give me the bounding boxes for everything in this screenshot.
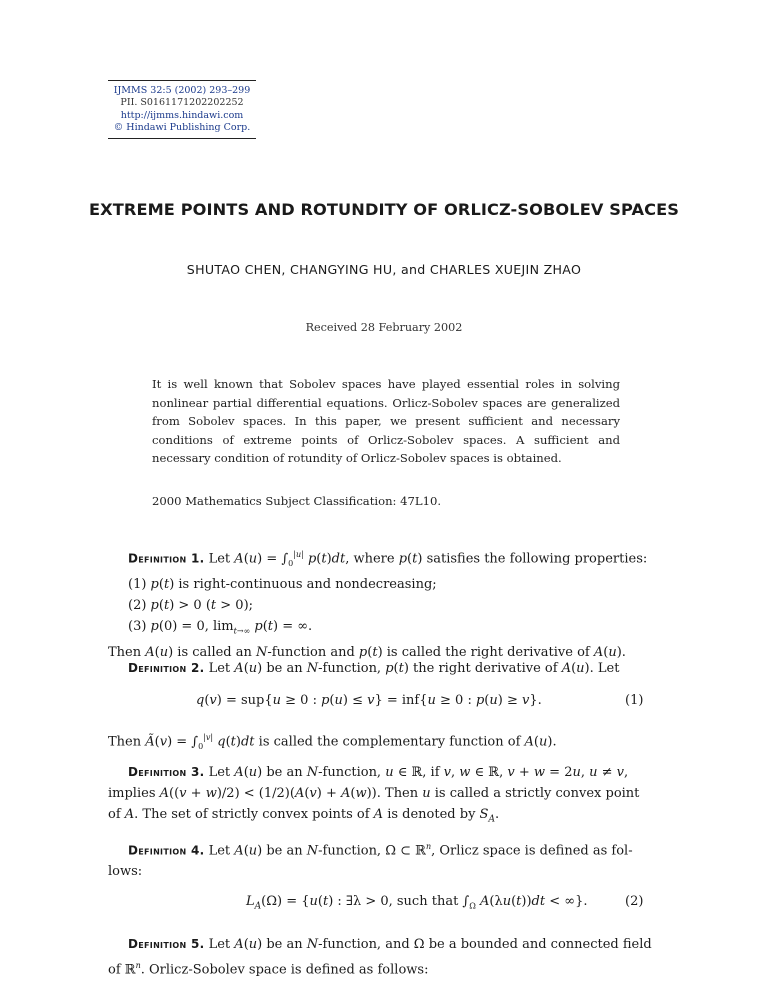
definition-3-line-2: implies A((v + w)/2) < (1/2)(A(v) + A(w)). Then u is called a strictly convex point bbox=[108, 786, 640, 801]
equation-2: $L_A(\Omega) = \{u(t)$ : ∃λ > 0, such that $\int_\Omega$ A(λu(t))dt < ∞}. bbox=[246, 894, 588, 912]
journal-pii: PII. S0161171202202252 bbox=[120, 97, 244, 109]
journal-publisher: © Hindawi Publishing Corp. bbox=[113, 122, 251, 134]
definition-1-condition-3: (3) p(0) = 0, $\lim_{t\to\infty} p(t)$ = ∞. bbox=[128, 618, 313, 636]
definition-3-line-3: of A. The set of strictly convex points of A is denoted by $S_A$. bbox=[108, 807, 500, 825]
paper-title: EXTREME POINTS AND ROTUNDITY OF ORLICZ-SOBOLEV SPACES bbox=[89, 200, 679, 219]
definition-5-statement: Definition 5. Let A(u) be an N-function, and Ω be a bounded and connected field bbox=[128, 937, 652, 952]
definition-2-heading: Definition 2. bbox=[128, 661, 205, 675]
definition-4-line-2: lows: bbox=[108, 864, 143, 880]
equation-2-number: (2) bbox=[625, 894, 644, 909]
definition-1-heading: Definition 1. bbox=[128, 551, 205, 566]
equation-1: q(v) = sup{u ≥ 0 : p(u) ≤ v} = inf{u ≥ 0 : p(u) ≥ v}. bbox=[196, 693, 542, 708]
definition-5-heading: Definition 5. bbox=[128, 937, 205, 951]
definition-5-line-2: of ℝ$^n$. Orlicz-Sobolev space is defined as follows: bbox=[108, 961, 429, 978]
definition-3 bbox=[108, 762, 666, 831]
abstract: It is well known that Sobolev spaces have played essential roles in solving nonlinear partial differential equations. Orlicz-Sobolev spaces are generalized from Sobolev spaces. In this paper, we present sufficient and necessary conditions of extreme points of Orlicz-Sobolev spaces. A sufficient and necessary condition of rotundity of Orlicz-Sobolev spaces is obtained. bbox=[152, 377, 620, 465]
definition-1-condition-1: (1) p(t) is right-continuous and nondecreasing; bbox=[128, 576, 437, 592]
definition-2 bbox=[108, 658, 666, 679]
definition-2-statement: Definition 2. Let A(u) be an N-function, p(t) the right derivative of A(u). Let bbox=[128, 661, 620, 676]
journal-citation: IJMMS 32:5 (2002) 293–299 bbox=[113, 85, 251, 96]
definition-4-heading: Definition 4. bbox=[128, 843, 205, 858]
equation-1-number: (1) bbox=[625, 693, 644, 708]
definition-3-heading: Definition 3. bbox=[128, 765, 205, 779]
definition-4 bbox=[108, 836, 666, 882]
paper-authors: SHUTAO CHEN, CHANGYING HU, and CHARLES XUEJIN ZHAO bbox=[186, 262, 582, 277]
definition-1 bbox=[108, 544, 666, 663]
definition-4-statement: Definition 4. Let A(u) be an N-function, Ω ⊂ ℝ$^n$, Orlicz space is defined as fol- bbox=[128, 842, 633, 859]
definition-5 bbox=[108, 934, 666, 980]
received-date: Received 28 February 2002 bbox=[305, 321, 463, 334]
definition-3-statement: Definition 3. Let A(u) be an N-function, u ∈ ℝ, if v, w ∈ ℝ, v + w = 2u, u ≠ v, bbox=[128, 765, 629, 780]
msc-classification: 2000 Mathematics Subject Classification: 47L10. bbox=[152, 494, 442, 508]
definition-1-statement: Definition 1. Let $A(u) = \int_0^{|u|}$ p(t)dt, where p(t) satisfies the following properties: bbox=[128, 550, 648, 568]
definition-1-condition-2: (2) p(t) > 0 (t > 0); bbox=[128, 597, 254, 613]
journal-url[interactable]: http://ijmms.hindawi.com bbox=[120, 109, 244, 121]
definition-1-conclusion: Then A(u) is called an N-function and p(t) is called the right derivative of A(u). bbox=[108, 644, 626, 660]
definition-2-conclusion: Then Ã(v) = $\int_0^{|v|}$ q(t)dt is called the complementary function of A(u). bbox=[108, 733, 557, 751]
journal-info-box bbox=[108, 80, 256, 139]
